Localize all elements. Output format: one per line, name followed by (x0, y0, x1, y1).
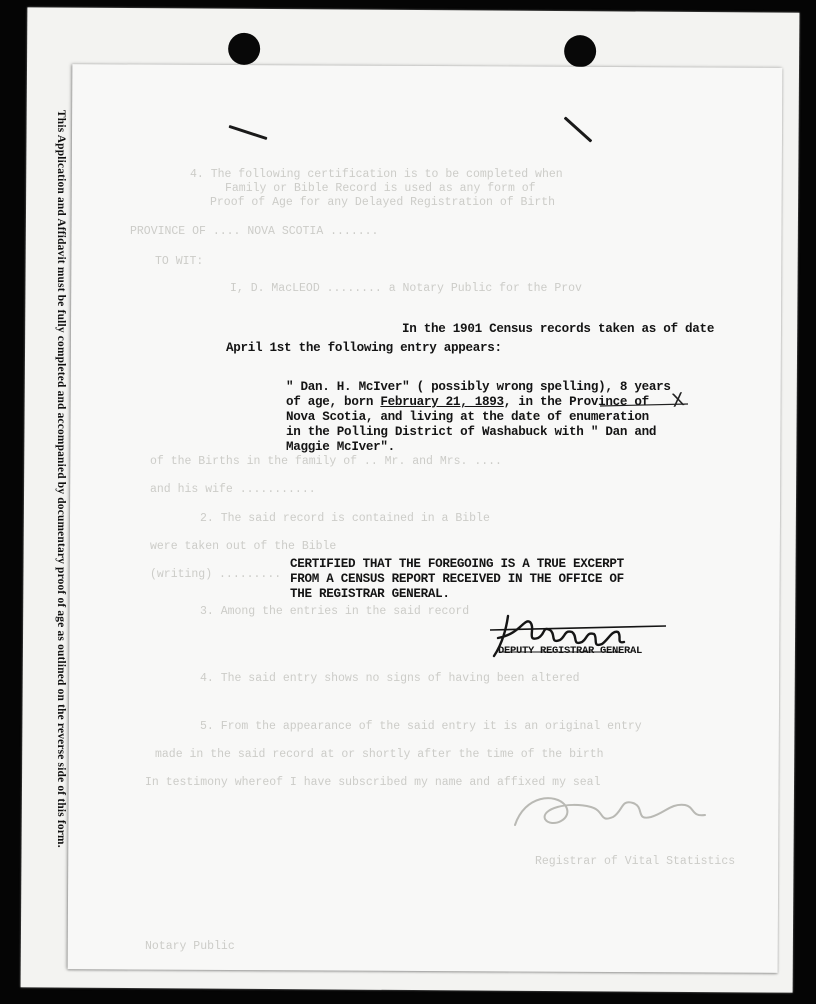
punch-hole-left (228, 33, 260, 65)
faint-form-line: 5. From the appearance of the said entry it is an original entry (200, 720, 642, 733)
faint-form-line: Family or Bible Record is used as any form of (225, 182, 536, 195)
birth-date: February 21, 1893 (380, 395, 504, 409)
certification-line: FROM A CENSUS REPORT RECEIVED IN THE OFFICE OF (290, 572, 624, 586)
certification-line: CERTIFIED THAT THE FOREGOING IS A TRUE EXCERPT (290, 557, 624, 571)
faint-form-line: of the Births in the family of .. Mr. and Mrs. .... (150, 455, 502, 468)
faint-form-line: were taken out of the Bible (150, 540, 337, 553)
census-entry-line: Maggie McIver". (286, 440, 395, 454)
faint-form-line: made in the said record at or shortly after the time of the birth (155, 748, 604, 761)
faint-form-line: 3. Among the entries in the said record (200, 605, 470, 618)
faint-form-line: 2. The said record is contained in a Bible (200, 512, 490, 525)
census-entry-text: , in the Province of (503, 395, 649, 409)
faint-form-line: and his wife ........... (150, 483, 316, 496)
census-entry-text: of age, born (286, 395, 381, 409)
side-instruction-text: This Application and Affidavit must be fully completed and accompanied by documentary proof of age as outlined on the reverse side of this form. (55, 110, 67, 848)
faint-form-line: Proof of Age for any Delayed Registration of Birth (210, 196, 556, 209)
faint-form-line: Registrar of Vital Statistics (535, 855, 736, 868)
faint-form-line: I, D. MacLEOD ........ a Notary Public for the Prov (230, 282, 582, 295)
deputy-title: DEPUTY REGISTRAR GENERAL (498, 645, 643, 657)
census-entry-line: Nova Scotia, and living at the date of enumeration (286, 410, 649, 424)
punch-hole-right (564, 35, 596, 67)
notary-signature-faint (495, 785, 735, 845)
census-entry-line (286, 395, 649, 409)
faint-form-line: In testimony whereof I have subscribed my name and affixed my seal (145, 776, 601, 789)
census-intro-line-1: In the 1901 Census records taken as of date (402, 322, 715, 336)
census-intro-line-2: April 1st the following entry appears: (226, 341, 502, 355)
faint-form-line: PROVINCE OF .... NOVA SCOTIA ....... (130, 225, 379, 238)
census-entry-line: in the Polling District of Washabuck with " Dan and (286, 425, 657, 439)
handwritten-x-mark: X (670, 389, 687, 412)
faint-form-line: Notary Public (145, 940, 235, 953)
faint-form-line: 4. The said entry shows no signs of having been altered (200, 672, 580, 685)
faint-form-line: 4. The following certification is to be completed when (190, 168, 563, 181)
faint-form-line: (writing) ......... (150, 568, 282, 581)
census-entry-line: " Dan. H. McIver" ( possibly wrong spelling), 8 years (286, 380, 671, 394)
faint-form-line: TO WIT: (155, 255, 204, 268)
certification-line: THE REGISTRAR GENERAL. (290, 587, 450, 601)
